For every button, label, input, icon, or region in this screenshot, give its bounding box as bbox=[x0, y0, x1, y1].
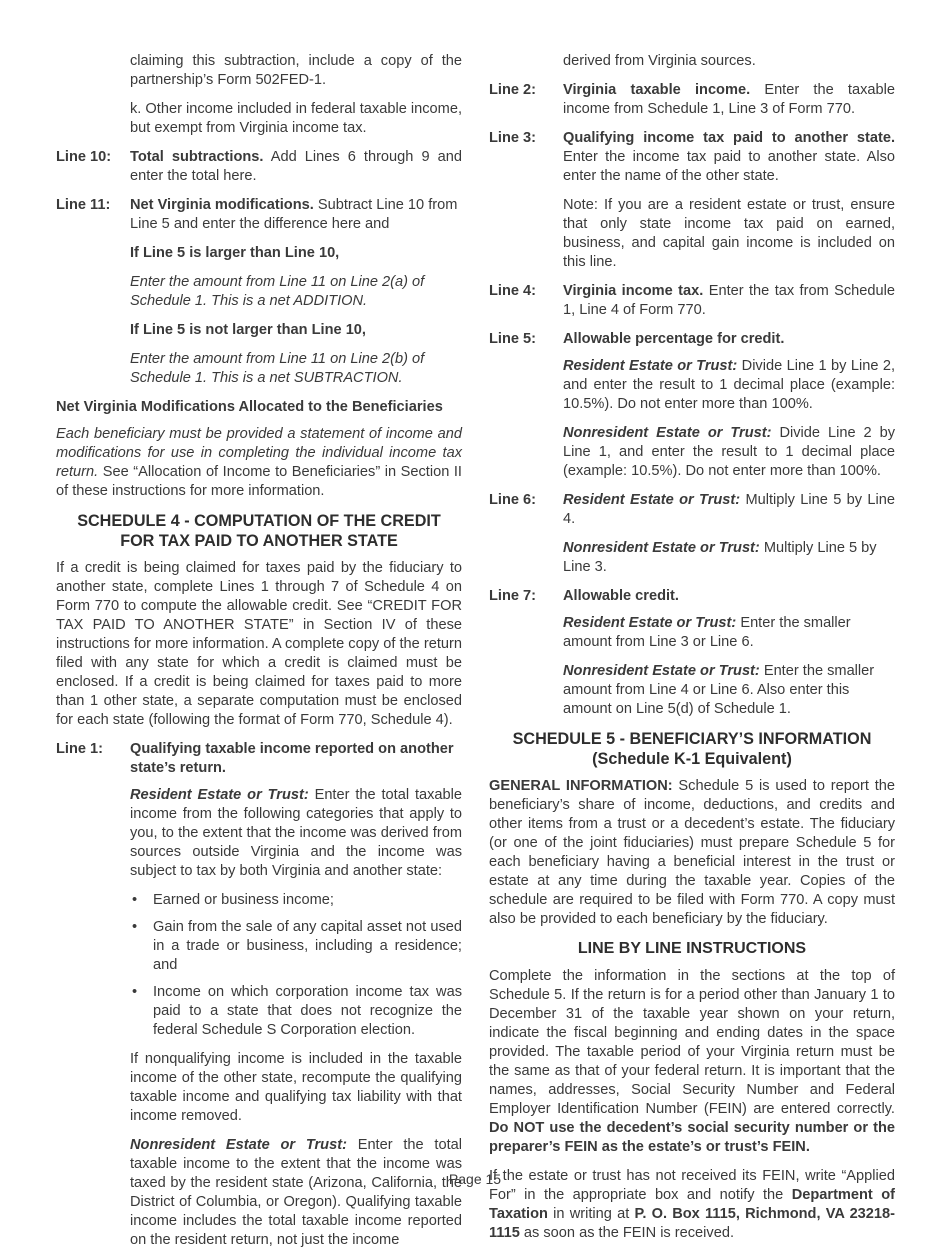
list-item: • Income on which corporation income tax was paid to a state that does not recognize the federal Schedule S Corporation election. bbox=[132, 984, 462, 1038]
schedule-5-heading-line1: SCHEDULE 5 - BENEFICIARY’S INFORMATION bbox=[512, 730, 872, 748]
line-by-line-heading: LINE BY LINE INSTRUCTIONS bbox=[577, 940, 807, 957]
line-label: Line 6: bbox=[489, 492, 537, 508]
line-text: Enter the taxable income from Schedule 1, Line 3 of Form 770. bbox=[563, 82, 895, 117]
line-label: Line 3: bbox=[489, 130, 537, 146]
condition-not-larger: If Line 5 is not larger than Line 10, bbox=[130, 322, 366, 338]
line-3-entry bbox=[489, 129, 895, 186]
line-7-nonresident bbox=[563, 662, 895, 719]
line-by-line-text: Complete the information in the sections at the top of Schedule 5. If the return is for a period other than January 1 to December 31 of the taxable year shown on your return, indicate the fiscal beginning and ending dates in the space provided. The taxable period of your Virginia return must be the same as that of your federal return. It is important that the names, addresses, Social Security Number and Federal Employer Identification Number (FEIN) are entered correctly. bbox=[489, 968, 895, 1117]
line-title: Resident Estate or Trust: bbox=[563, 492, 741, 508]
page-number: Page 15 bbox=[448, 1171, 502, 1187]
net-modifications-italic: Each beneficiary must be provided a statement of income and modifications for use in completing the individual income tax return. bbox=[56, 426, 462, 480]
line-title: Total subtractions. bbox=[130, 149, 264, 165]
department-name: Department of Taxation bbox=[489, 1187, 895, 1222]
general-information-label: GENERAL INFORMATION: bbox=[489, 778, 673, 794]
line-title: Allowable percentage for credit. bbox=[563, 331, 785, 347]
line-text: Add Lines 6 through 9 and enter the total here. bbox=[130, 149, 462, 184]
line-3-note: Note: If you are a resident estate or trust, ensure that only state income tax paid on earned, business, and capital gain income is included on this line. bbox=[563, 197, 895, 270]
fein-paragraph: If the estate or trust has not received its FEIN, write “Applied For” in the appropriate box and notify the Department of Taxation in writing at P. O. Box 1115, Richmond, VA 23218-1115 as soon as the FEIN is received. bbox=[489, 1168, 896, 1241]
line-4-entry bbox=[489, 282, 895, 320]
line-1-entry bbox=[56, 740, 462, 778]
resident-label: Resident Estate or Trust: bbox=[130, 787, 309, 803]
net-modifications-paragraph bbox=[56, 425, 462, 501]
bullet: • bbox=[132, 919, 138, 935]
line-5-nonresident bbox=[563, 424, 895, 481]
line-text: Subtract Line 10 from Line 5 and enter the difference here and bbox=[130, 197, 458, 232]
line-title: Qualifying income tax paid to another state. bbox=[563, 130, 895, 146]
nonresident-text: Enter the smaller amount from Line 4 or Line 6. Also enter this amount on Line 5(d) of Schedule 1. bbox=[563, 663, 875, 717]
line-title: Allowable credit. bbox=[563, 588, 679, 604]
line-6-nonresident bbox=[563, 539, 895, 577]
resident-text: Enter the smaller amount from Line 3 or Line 6. bbox=[563, 615, 851, 650]
line-6-entry bbox=[489, 491, 895, 529]
line-label: Line 2: bbox=[489, 82, 537, 98]
partnership-paragraph: claiming this subtraction, include a copy of the partnership’s Form 502FED-1. bbox=[130, 53, 462, 88]
line-text: Enter the income tax paid to another state. Also enter the name of the other state. bbox=[563, 149, 895, 184]
line-7-entry bbox=[489, 587, 895, 606]
nonresident-text: Divide Line 2 by Line 1, and enter the result to 1 decimal place (example: 10.5%). Do not enter more than 100%. bbox=[563, 425, 895, 479]
line-label: Line 10: bbox=[56, 149, 112, 165]
nonresident-label: Nonresident Estate or Trust: bbox=[130, 1137, 347, 1153]
nonresident-label: Nonresident Estate or Trust: bbox=[563, 540, 760, 556]
continued-text: derived from Virginia sources. bbox=[563, 53, 756, 69]
line-title: Qualifying taxable income reported on another state’s return. bbox=[130, 741, 454, 776]
nonresident-label: Nonresident Estate or Trust: bbox=[563, 663, 760, 679]
line-1-resident bbox=[130, 786, 462, 881]
line-label: Line 5: bbox=[489, 331, 537, 347]
net-modifications-heading: Net Virginia Modifications Allocated to the Beneficiaries bbox=[56, 399, 443, 415]
list-item: • Earned or business income; bbox=[132, 892, 334, 908]
line-1-nonresident bbox=[130, 1136, 462, 1250]
line-10-entry bbox=[56, 148, 462, 186]
mailing-address: P. O. Box 1115, Richmond, VA 23218-1115 bbox=[489, 1206, 896, 1241]
resident-text: Enter the total taxable income from the following categories that apply to you, to the extent that the income was derived from sources outside Virginia and the income was subject to tax by both Virginia and another state: bbox=[130, 787, 462, 879]
net-modifications-text: See “Allocation of Income to Beneficiaries” in Section II of these instructions for more information. bbox=[56, 464, 462, 499]
general-information-paragraph bbox=[489, 777, 895, 929]
resident-text: Divide Line 1 by Line 2, and enter the result to 1 decimal place (example: 10.5%). Do not enter more than 100%. bbox=[563, 358, 895, 412]
nonresident-text: Enter the total taxable income to the extent that the income was taxed by the resident state (Arizona, California, the District of Columbia, or Oregon). Qualifying taxable income includes the total taxable income reported on the resident return, not just the income bbox=[130, 1137, 463, 1248]
resident-label: Resident Estate or Trust: bbox=[563, 358, 738, 374]
resident-label: Resident Estate or Trust: bbox=[563, 615, 737, 631]
line-text: Enter the tax from Schedule 1, Line 4 of Form 770. bbox=[563, 283, 896, 318]
nonresident-text: Multiply Line 5 by Line 3. bbox=[563, 540, 877, 575]
left-column bbox=[56, 52, 462, 1260]
condition-not-larger-text: Enter the amount from Line 11 on Line 2(b) of Schedule 1. This is a net SUBTRACTION. bbox=[130, 351, 425, 386]
line-11-entry bbox=[56, 196, 462, 234]
line-title: Virginia income tax. bbox=[563, 283, 704, 299]
line-by-line-paragraph bbox=[489, 967, 895, 1157]
line-label: Line 11: bbox=[56, 197, 111, 213]
nonresident-label: Nonresident Estate or Trust: bbox=[563, 425, 772, 441]
line-label: Line 4: bbox=[489, 283, 537, 299]
line-label: Line 7: bbox=[489, 588, 537, 604]
schedule-4-heading-line2: FOR TAX PAID TO ANOTHER STATE bbox=[120, 532, 398, 550]
item-k-paragraph: k. Other income included in federal taxable income, but exempt from Virginia income tax. bbox=[130, 101, 462, 136]
list-item: • Gain from the sale of any capital asset not used in a trade or business, including a residence; and bbox=[132, 919, 462, 973]
condition-larger: If Line 5 is larger than Line 10, bbox=[130, 245, 340, 261]
condition-larger-text: Enter the amount from Line 11 on Line 2(a) of Schedule 1. This is a net ADDITION. bbox=[130, 274, 425, 309]
line-7-resident bbox=[563, 614, 895, 652]
bullet: • bbox=[132, 984, 138, 1000]
line-5-entry bbox=[489, 330, 895, 349]
line-5-resident bbox=[563, 357, 895, 414]
income-category-list bbox=[130, 891, 462, 1040]
line-title: Net Virginia modifications. bbox=[130, 197, 314, 213]
general-information-text: Schedule 5 is used to report the beneficiary’s share of income, deductions, and credits and other items from a trust or a decedent’s estate. The fiduciary (or one of the joint fiduciaries) must prepare Schedule 5 for each beneficiary having a beneficial interest in the trust or estate at any time during the taxable year. Copies of the schedule are required to be filed with Form 770. A copy must also be provided to each beneficiary by the fiduciary. bbox=[489, 778, 895, 927]
schedule-5-heading bbox=[489, 729, 895, 769]
line-by-line-warning: Do NOT use the decedent’s social security number or the preparer’s FEIN as the estate’s or trust’s FEIN. bbox=[489, 1120, 895, 1155]
right-column bbox=[489, 52, 895, 1253]
nonqualifying-paragraph: If nonqualifying income is included in the taxable income of the other state, recompute the qualifying taxable income and qualifying tax liability with that income removed. bbox=[130, 1051, 462, 1124]
schedule-5-heading-line2: (Schedule K-1 Equivalent) bbox=[592, 750, 792, 768]
schedule-4-heading bbox=[56, 511, 462, 551]
line-title: Virginia taxable income. bbox=[563, 82, 751, 98]
bullet: • bbox=[132, 892, 138, 908]
line-text: Multiply Line 5 by Line 4. bbox=[563, 492, 895, 527]
line-label: Line 1: bbox=[56, 741, 104, 757]
schedule-4-heading-line1: SCHEDULE 4 - COMPUTATION OF THE CREDIT bbox=[77, 512, 441, 530]
schedule-4-intro: If a credit is being claimed for taxes paid by the fiduciary to another state, complete Lines 1 through 7 of Schedule 4 on Form 770 to compute the allowable credit. See “CREDIT FOR TAX PAID TO ANOTHER STATE” in Section IV of these instructions for more information. A complete copy of the return filed with any state for which a credit is claimed must be enclosed. If a credit is being claimed for taxes paid to more than 1 other state, a separate computation must be enclosed for each state (following the format of Form 770, Schedule 4). bbox=[56, 560, 462, 728]
line-2-entry bbox=[489, 81, 895, 119]
